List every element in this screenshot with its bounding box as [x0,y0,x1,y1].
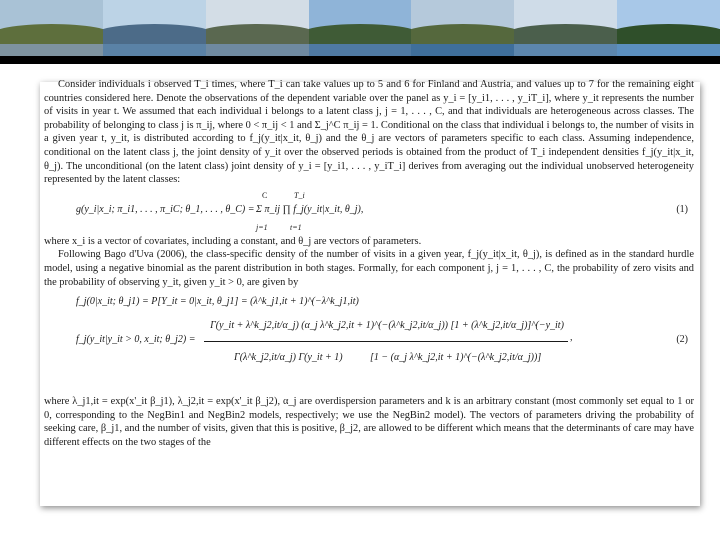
banner-photo [309,0,412,56]
paragraph-model-setup: Consider individuals i observed T_i times, where T_i can take values up to 5 and 6 for Finland and Austria, and values up to 7 for the remaining eight countries considered here. Denote the observations of the dependent variable over the panel as y_i = [y_i1, . . . , y_iT_i], where y_it represents the number of visits in year t. We assumed that each individual i belongs to a latent class j, j = 1, . . . , C, and that individuals are heterogeneous across classes. The probability of belonging to class j is π_ij, where 0 < π_ij < 1 and Σ_j^C π_ij = 1. Conditional on the class that individual i belongs to, the number of visits in a given year t, y_it, is distributed according to f_j(y_it|x_it, θ_j) and the θ_j are vectors of parameters specific to each class. Assuming independence, conditional on the latent class j, the joint density of y_it over the observed periods is obtained from the product of T_i independent densities f_j(y_it|x_it, θ_j). The unconditional (on the latent class) joint density of y_i = [y_i1, . . . , y_iT_i] derives from averaging out the individual unobserved heterogeneity represented by the latent classes: [44,79,694,186]
equation-2-denominator-left: Γ(λ^k_j2,it/α_j) Γ(y_it + 1) [234,352,343,364]
banner-photo [617,0,720,56]
equation-1-lhs: g(y_i|x_i; π_i1, . . . , π_iC; θ_1, . . . , θ_C) = [76,203,255,215]
equation-1 [44,191,694,235]
document-content [44,78,694,450]
equation-2-end-punctuation: , [570,332,573,344]
banner-photo [514,0,617,56]
equation-1-product-upper: T_i [294,190,305,200]
paragraph-covariates: where x_i is a vector of covariates, including a constant, and θ_j are vectors of parameters. [44,235,422,247]
equation-2-numerator: Γ(y_it + λ^k_j2,it/α_j) (α_j λ^k_j2,it + 1)^(−(λ^k_j2,it/α_j)) [1 + (λ^k_j2,it/α_j)]^(−y_it) [210,320,564,332]
equation-2-fraction-bar [204,341,568,342]
equation-2-zero-visits: f_j(0|x_it; θ_j1) = P[Y_it = 0|x_it, θ_j1] = (λ^k_j1,it + 1)^(−λ^k_j1,it) [76,296,359,308]
equation-1-sum-lower: j=1 [256,222,268,232]
equation-1-number: (1) [676,203,688,215]
equation-2 [44,291,694,395]
equation-1-rhs: Σ π_ij ∏ f_j(y_it|x_it, θ_j), [256,203,364,215]
equation-2-denominator-right: [1 − (α_j λ^k_j2,it + 1)^(−(λ^k_j2,it/α_j))] [370,352,542,364]
banner-photo [411,0,514,56]
equation-2-number: (2) [676,334,688,346]
photo-banner [0,0,720,56]
banner-photo [103,0,206,56]
equation-1-product-lower: t=1 [290,222,302,232]
banner-photo [0,0,103,56]
equation-2-positive-visits-lhs: f_j(y_it|y_it > 0, x_it; θ_j2) = [76,334,196,346]
paragraph-parameters: where λ_j1,it = exp(x'_it β_j1), λ_j2,it = exp(x'_it β_j2), α_j are overdispersion parameters and k is an arbitrary constant (most commonly set equal to 1 or 0, corresponding to the NegBin1 and NegBin2 models, respectively; we use the NegBin2 model). The vectors of parameters driving the probability of seeking care, β_j1, and the number of visits, given that this is positive, β_j2, are allowed to be different which means that the determinants of care may have different effects on the two stages of the [44,396,694,448]
banner-photo [206,0,309,56]
document-page [40,79,700,506]
banner-divider [0,56,720,64]
paragraph-hurdle-model: Following Bago d'Uva (2006), the class-specific density of the number of visits in a given year, f_j(y_it|x_it, θ_j), is defined as in the standard hurdle model, using a negative binomial as the parent distribution in both stages. Formally, for each component j, j = 1, . . . , C, the probability of zero visits and the probability of observing y_it, given y_it > 0, are given by [44,249,694,288]
equation-1-sum-upper: C [262,190,268,200]
